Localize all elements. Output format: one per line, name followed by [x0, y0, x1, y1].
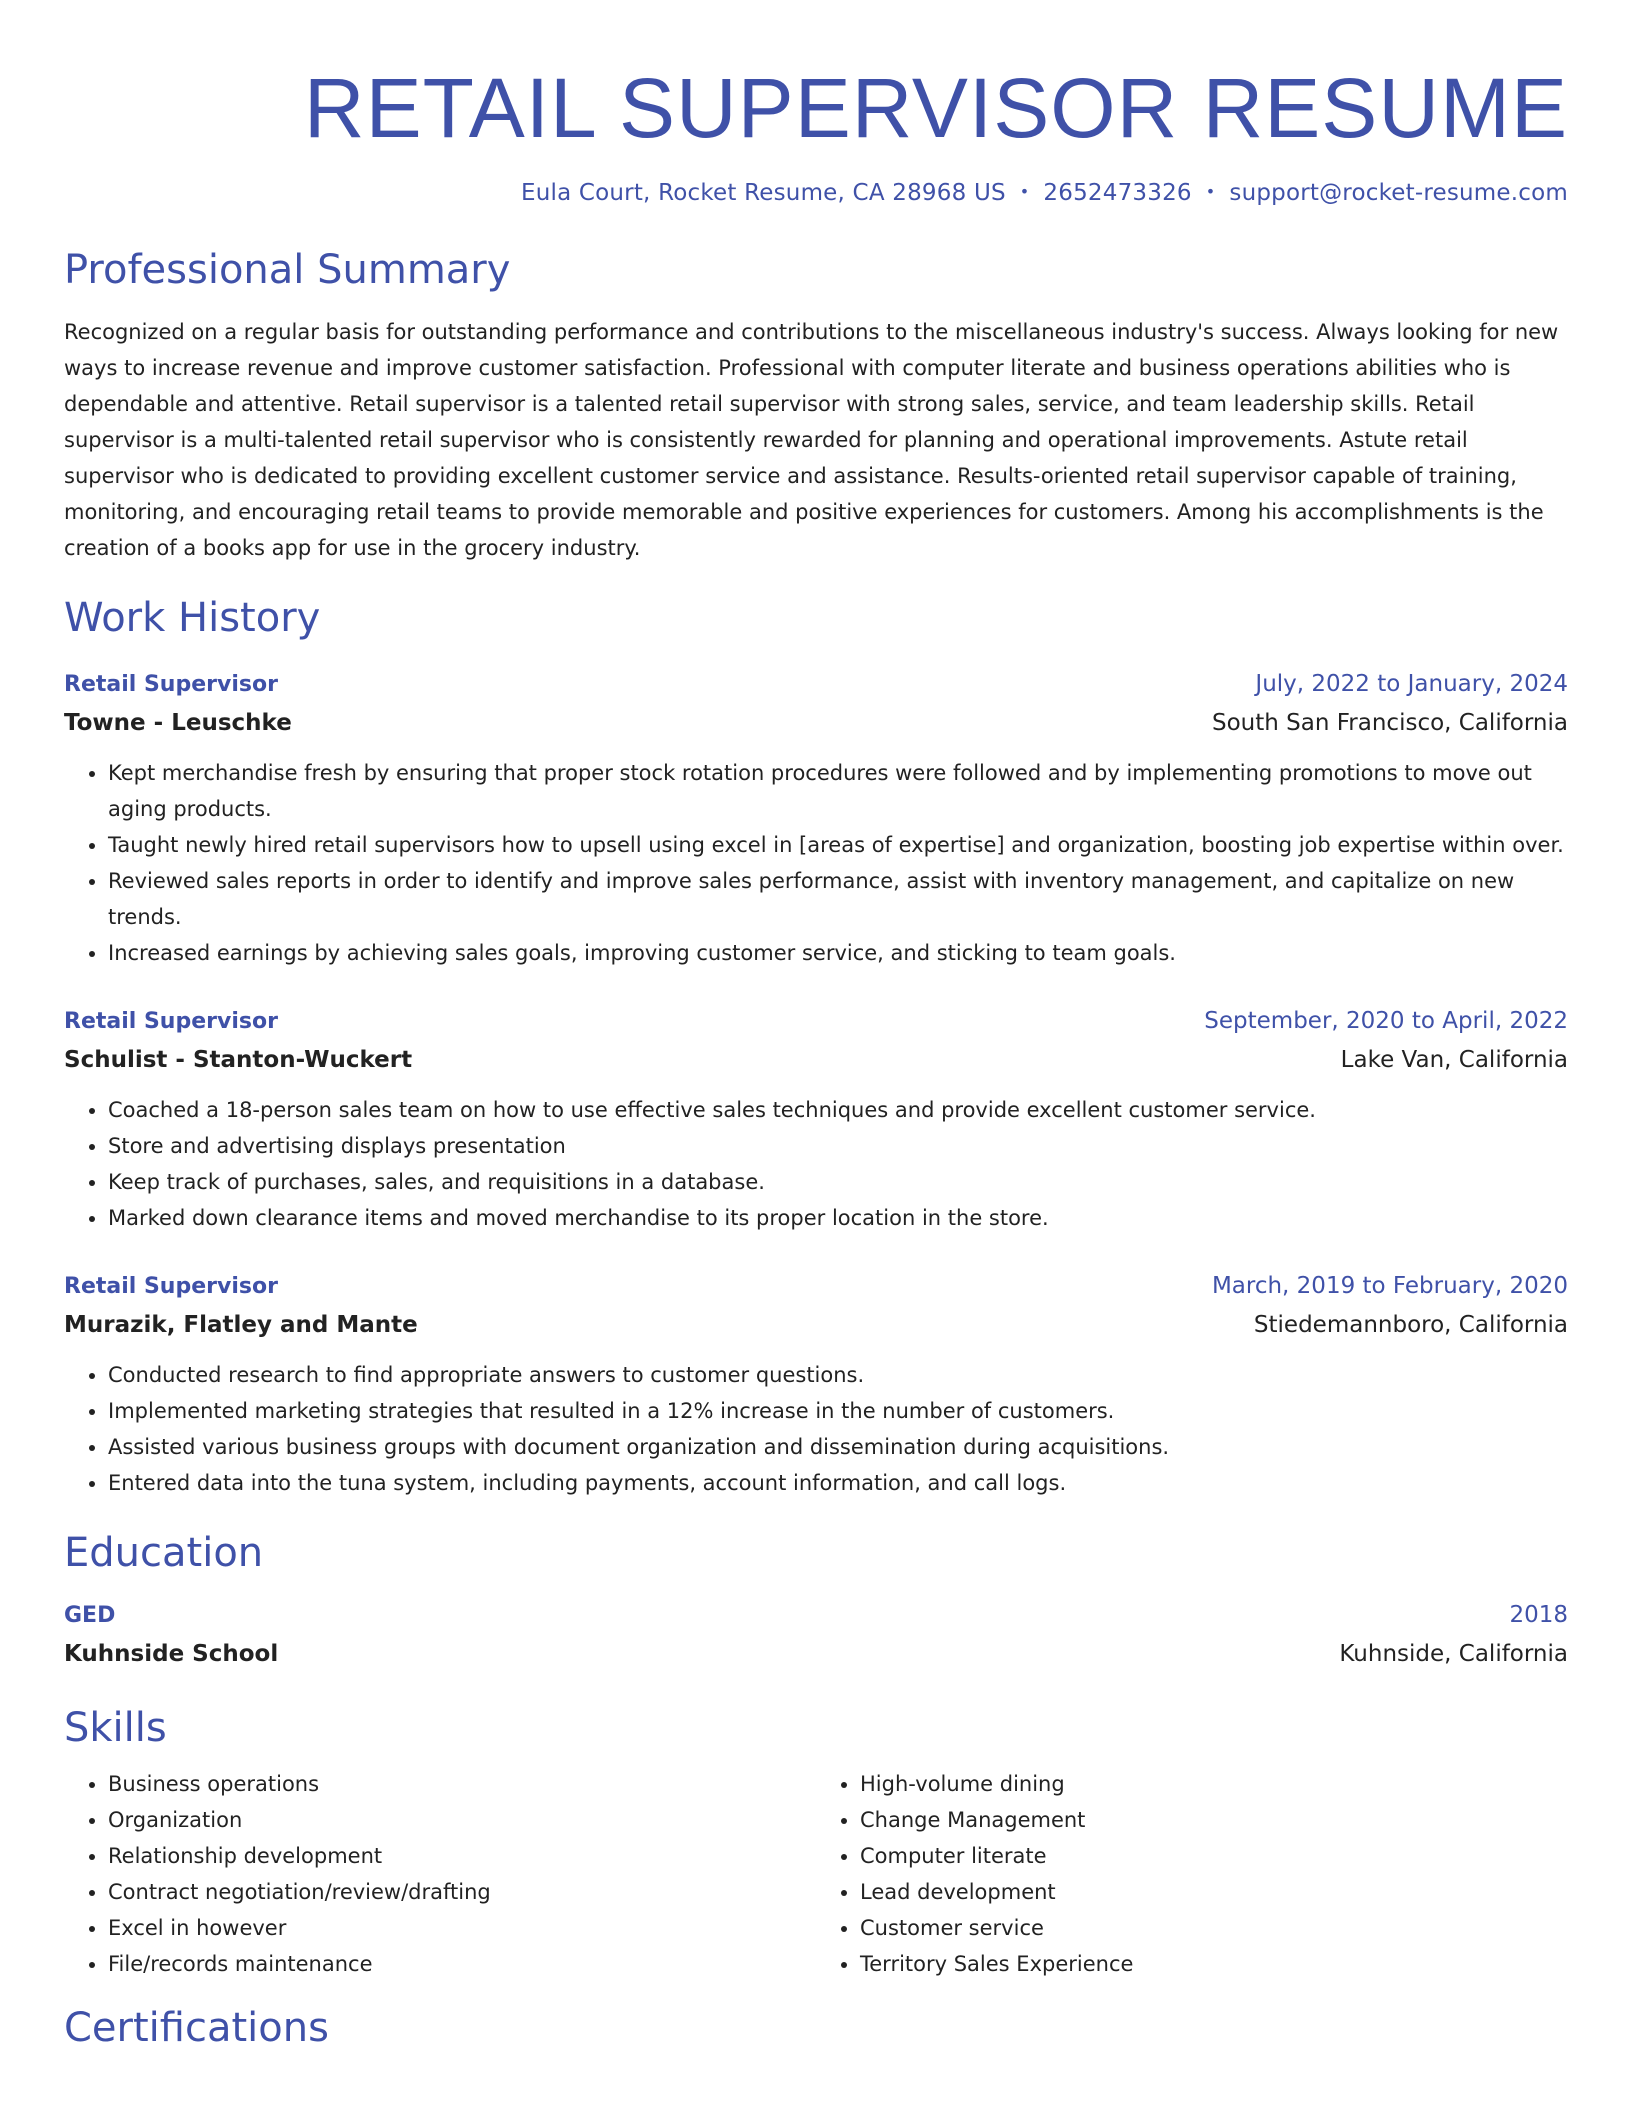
summary-text: Recognized on a regular basis for outstanding performance and contributions to the miscellaneous industry's success. Always looking for new ways to increase revenue and improve customer satisfaction. Professional with computer literate and business operations abilities who is dependable and attentive. Retail supervisor is a talented retail supervisor with strong sales, service, and team leadership skills. Retail supervisor is a multi-talented retail supervisor who is consistently rewarded for planning and operational improvements. Astute retail supervisor who is dedicated to providing excellent customer service and assistance. Results-oriented retail supervisor capable of training, monitoring, and encouraging retail teams to provide memorable and positive experiences for customers. Among his accomplishments is the creation of a books app for use in the grocery industry.	[64, 320, 1559, 561]
skill-item: • Change Management	[860, 1802, 1568, 1838]
skills-list	[64, 1766, 1568, 1982]
skill-item: • Excel in however	[108, 1910, 816, 1946]
resume-page	[64, 40, 1568, 2052]
skill-item: • Customer service	[860, 1910, 1568, 1946]
contact-email: support@rocket-resume.com	[1229, 180, 1568, 207]
job-entry	[64, 666, 1568, 971]
job-title: Retail Supervisor	[64, 1009, 278, 1035]
skills-column-left	[64, 1766, 816, 1982]
job-bullet: • Marked down clearance items and moved merchandise to its proper location in the store.	[108, 1200, 1568, 1236]
job-bullet: • Entered data into the tuna system, including payments, account information, and call logs.	[108, 1465, 1568, 1501]
job-dates: September, 2020 to April, 2022	[1204, 1008, 1568, 1035]
job-employer: Murazik, Flatley and Mante	[64, 1312, 418, 1339]
job-bullets	[64, 755, 1568, 971]
skill-item: • Lead development	[860, 1874, 1568, 1910]
education-year: 2018	[1509, 1602, 1568, 1629]
job-bullet: • Reviewed sales reports in order to identify and improve sales performance, assist with inventory management, and capitalize on new trends.	[108, 863, 1568, 935]
job-bullet: • Coached a 18-person sales team on how to use effective sales techniques and provide excellent customer service.	[108, 1092, 1568, 1128]
education-degree: GED	[64, 1603, 116, 1629]
skill-item: • High-volume dining	[860, 1766, 1568, 1802]
job-dates: March, 2019 to February, 2020	[1211, 1273, 1568, 1300]
contact-line	[64, 180, 1568, 206]
job-entry	[64, 1003, 1568, 1236]
skill-item: • Business operations	[108, 1766, 816, 1802]
job-dates: July, 2022 to January, 2024	[1255, 671, 1568, 698]
job-bullet: • Assisted various business groups with document organization and dissemination during acquisitions.	[108, 1429, 1568, 1465]
job-location: South San Francisco, California	[1212, 710, 1568, 737]
skills-heading: Skills	[64, 1705, 167, 1752]
job-bullet: • Store and advertising displays presentation	[108, 1128, 1568, 1164]
job-bullet: • Increased earnings by achieving sales goals, improving customer service, and sticking to team goals.	[108, 935, 1568, 971]
job-employer: Schulist - Stanton-Wuckert	[64, 1047, 413, 1074]
summary-heading: Professional Summary	[64, 247, 511, 294]
skill-item: • Computer literate	[860, 1838, 1568, 1874]
skill-item: • Relationship development	[108, 1838, 816, 1874]
job-location: Lake Van, California	[1340, 1047, 1568, 1074]
job-entry	[64, 1268, 1568, 1501]
contact-separator: •	[1205, 182, 1216, 202]
job-bullet: • Taught newly hired retail supervisors how to upsell using excel in [areas of expertise] and organization, boosting job expertise within over.	[108, 827, 1568, 863]
contact-phone: 2652473326	[1043, 180, 1192, 207]
education-location: Kuhnside, California	[1339, 1641, 1568, 1668]
skills-column-right	[816, 1766, 1568, 1982]
job-bullets	[64, 1092, 1568, 1236]
education-entry	[64, 1597, 1568, 1674]
job-employer: Towne - Leuschke	[64, 710, 292, 737]
certifications-heading: Certifications	[64, 2005, 329, 2052]
job-title: Retail Supervisor	[64, 1274, 278, 1300]
resume-title: RETAIL SUPERVISOR RESUME	[303, 61, 1568, 155]
contact-address: Eula Court, Rocket Resume, CA 28968 US	[520, 180, 1006, 207]
job-bullet: • Conducted research to find appropriate answers to customer questions.	[108, 1357, 1568, 1393]
job-location: Stiedemannboro, California	[1253, 1312, 1568, 1339]
skill-item: • File/records maintenance	[108, 1946, 816, 1982]
job-bullet: • Kept merchandise fresh by ensuring that proper stock rotation procedures were followed and by implementing promotions to move out aging products.	[108, 755, 1568, 827]
contact-separator: •	[1019, 182, 1030, 202]
work-history-heading: Work History	[64, 595, 321, 642]
job-bullet: • Implemented marketing strategies that resulted in a 12% increase in the number of customers.	[108, 1393, 1568, 1429]
education-school: Kuhnside School	[64, 1641, 279, 1668]
skill-item: • Territory Sales Experience	[860, 1946, 1568, 1982]
job-bullets	[64, 1357, 1568, 1501]
education-heading: Education	[64, 1530, 264, 1577]
job-title: Retail Supervisor	[64, 672, 278, 698]
skill-item: • Contract negotiation/review/drafting	[108, 1874, 816, 1910]
job-bullet: • Keep track of purchases, sales, and requisitions in a database.	[108, 1164, 1568, 1200]
skill-item: • Organization	[108, 1802, 816, 1838]
